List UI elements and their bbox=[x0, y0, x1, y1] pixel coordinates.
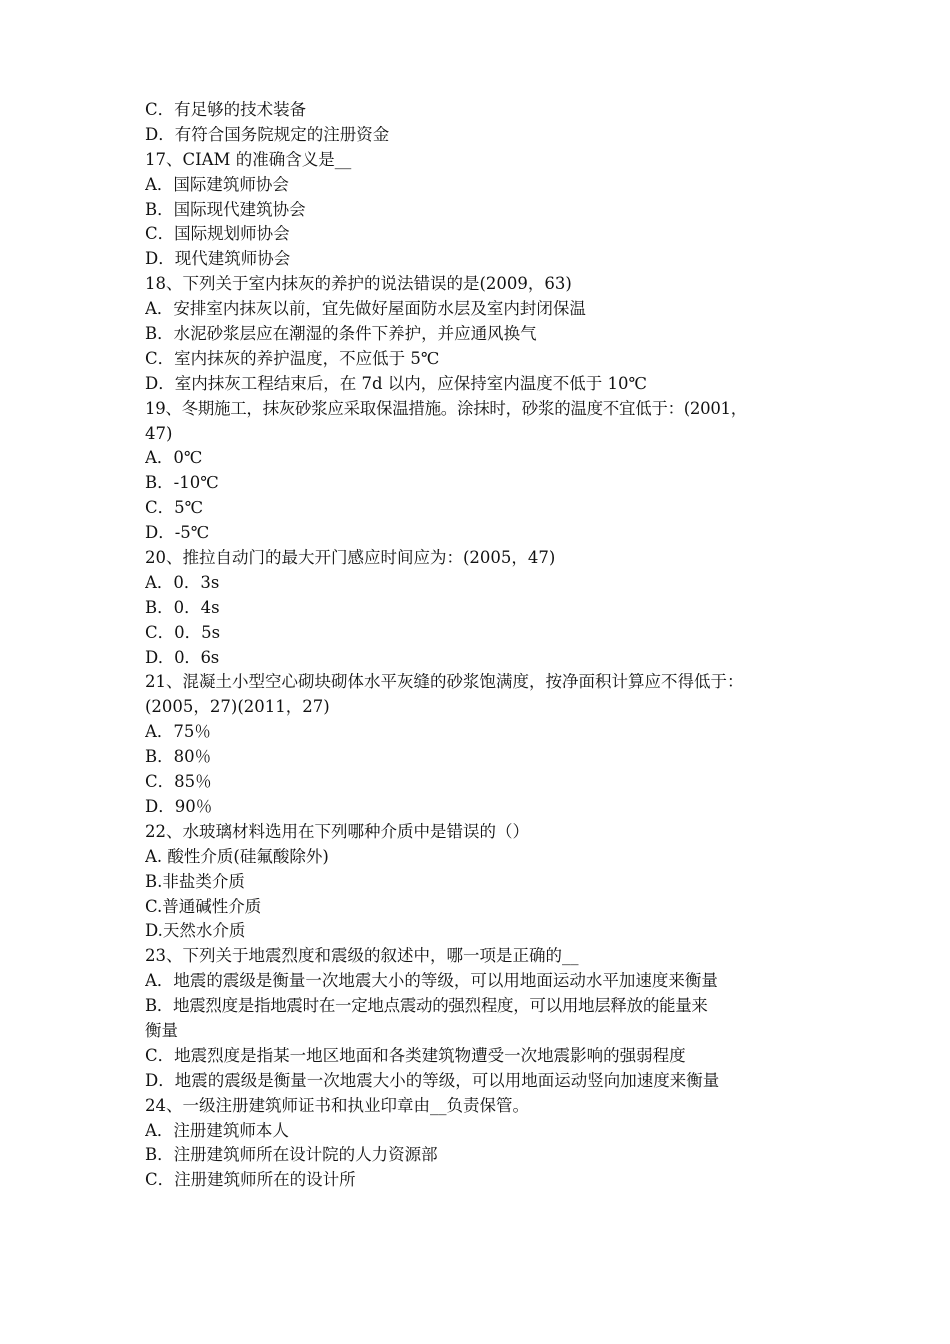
text-line: C．室内抹灰的养护温度，不应低于 5℃ bbox=[145, 348, 440, 368]
question-text-block bbox=[145, 98, 810, 1193]
text-line: B．注册建筑师所在设计院的人力资源部 bbox=[145, 1145, 438, 1165]
text-line: C．注册建筑师所在的设计所 bbox=[145, 1170, 356, 1190]
text-line: C．地震烈度是指某一地区地面和各类建筑物遭受一次地震影响的强弱程度 bbox=[145, 1045, 686, 1065]
text-line: D．地震的震级是衡量一次地震大小的等级，可以用地面运动竖向加速度来衡量 bbox=[145, 1070, 720, 1090]
text-line: A．0℃ bbox=[145, 448, 203, 468]
text-line: D．0．6s bbox=[145, 647, 219, 667]
text-line: B．国际现代建筑协会 bbox=[145, 199, 306, 219]
text-line: 20、推拉自动门的最大开门感应时间应为：(2005，47) bbox=[145, 548, 556, 568]
text-line: B.非盐类介质 bbox=[145, 871, 245, 891]
text-line: (2005，27)(2011，27) bbox=[145, 697, 330, 717]
text-line: C．5℃ bbox=[145, 498, 204, 518]
text-line: C.普通碱性介质 bbox=[145, 896, 262, 916]
text-line: 衡量 bbox=[145, 1020, 178, 1040]
text-line: B．80％ bbox=[145, 747, 212, 767]
text-line: B．地震烈度是指地震时在一定地点震动的强烈程度，可以用地层释放的能量来 bbox=[145, 996, 708, 1016]
text-line: D．-5℃ bbox=[145, 523, 210, 543]
text-line: D．有符合国务院规定的注册资金 bbox=[145, 124, 390, 144]
text-line: 47) bbox=[145, 423, 173, 443]
text-line: C．85％ bbox=[145, 772, 212, 792]
text-line: B．-10℃ bbox=[145, 473, 219, 493]
text-line: A．注册建筑师本人 bbox=[145, 1120, 289, 1140]
text-line: D．90％ bbox=[145, 796, 213, 816]
text-line: 24、一级注册建筑师证书和执业印章由__负责保管。 bbox=[145, 1095, 529, 1115]
text-line: A．安排室内抹灰以前，宜先做好屋面防水层及室内封闭保温 bbox=[145, 299, 586, 319]
text-line: B．0．4s bbox=[145, 597, 220, 617]
text-line: B．水泥砂浆层应在潮湿的条件下养护，并应通风换气 bbox=[145, 324, 537, 344]
text-line: D．现代建筑师协会 bbox=[145, 249, 291, 269]
text-line: 21、混凝土小型空心砌块砌体水平灰缝的砂浆饱满度，按净面积计算应不得低于： bbox=[145, 672, 744, 692]
text-line: C．0．5s bbox=[145, 622, 221, 642]
text-line: C．有足够的技术装备 bbox=[145, 100, 307, 119]
text-line: 22、水玻璃材料选用在下列哪种介质中是错误的（） bbox=[145, 821, 529, 841]
text-line: A．0．3s bbox=[145, 572, 220, 592]
text-line: 19、冬期施工，抹灰砂浆应采取保温措施。涂抹时，砂浆的温度不宜低于：(2001， bbox=[145, 398, 747, 418]
text-line: A. 酸性介质(硅氟酸除外) bbox=[145, 846, 329, 866]
text-line: 18、下列关于室内抹灰的养护的说法错误的是(2009，63) bbox=[145, 274, 572, 294]
text-line: A．75％ bbox=[145, 722, 211, 742]
text-line: A．国际建筑师协会 bbox=[145, 174, 289, 194]
text-line: D．室内抹灰工程结束后，在 7d 以内，应保持室内温度不低于 10℃ bbox=[145, 373, 647, 393]
text-line: 17、CIAM 的准确含义是__ bbox=[145, 149, 352, 169]
text-line: D.天然水介质 bbox=[145, 921, 246, 941]
text-line: 23、下列关于地震烈度和震级的叙述中，哪一项是正确的__ bbox=[145, 946, 579, 966]
text-line: A．地震的震级是衡量一次地震大小的等级，可以用地面运动水平加速度来衡量 bbox=[145, 971, 718, 991]
text-line: C．国际规划师协会 bbox=[145, 224, 290, 244]
